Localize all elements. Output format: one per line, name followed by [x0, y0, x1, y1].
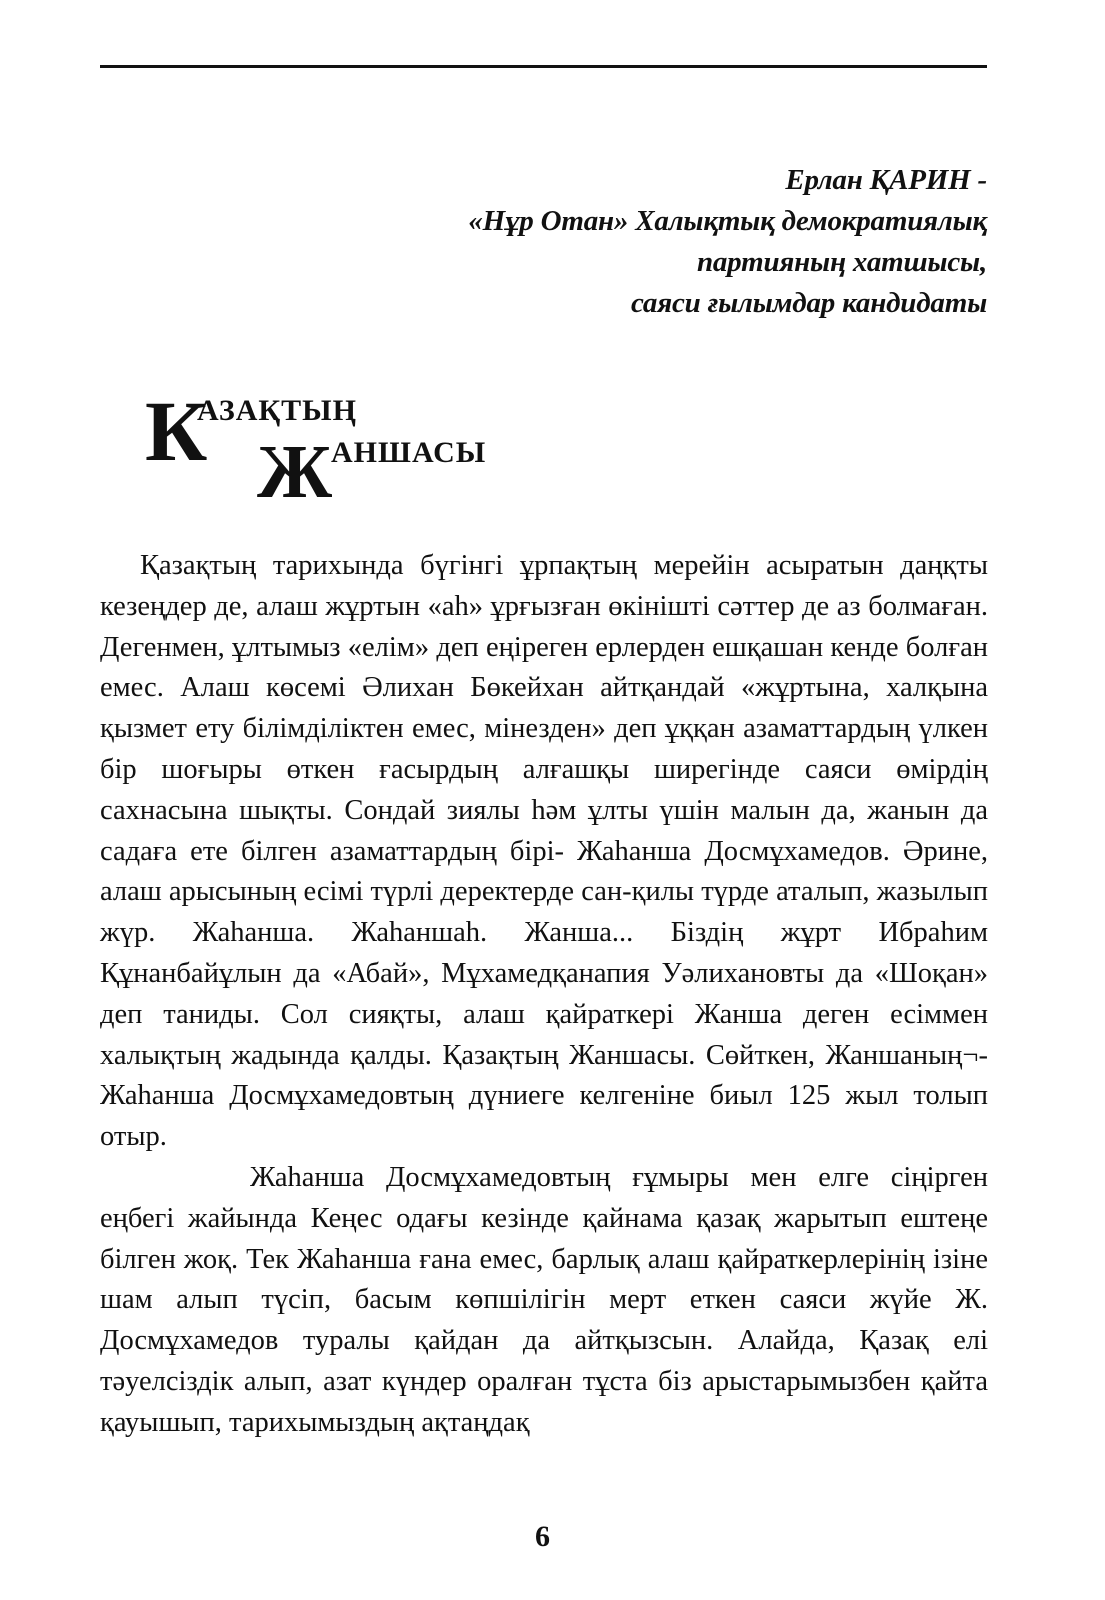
author-role-line-1: «Нұр Отан» Халықтық демократиялық [468, 205, 987, 237]
page-number: 6 [535, 1520, 550, 1553]
paragraph-1: Қазақтың тарихында бүгінгі ұрпақтың мерейін асыратын даңқты кезеңдер де, алаш жұртын «аһ» ұрғызған өкінішті сәттер де аз болмаған. Дегенмен, ұлтымыз «елім» деп еңіреген ерлерден ешқашан кенде болған емес. Алаш көсемі Әлихан Бөкейхан айтқандай «жұртына, халқына қызмет ету білімділіктен емес, мінезден» деп ұққан азаматтардың үлкен бір шоғыры өткен ғасырдың алғашқы ширегінде саяси өмірдің сахнасына шықты. Сондай зиялы һәм ұлты үшін малын да, жанын да садаға ете білген азаматтардың бірі- Жаһанша Досмұхамедов. Әрине, алаш арысының есімі түрлі деректерде сан-қилы түрде аталып, жазылып жүр. Жаһанша. Жаһаншаһ. Жанша... Біздің жұрт Ибраһим Құнанбайұлын да «Абай», Мұхамедқанапия Уәлихановты да «Шоқан» деп таниды. Сол сияқты, алаш қайраткері Жанша деген есіммен халықтың жадында қалды. Қазақтың Жаншасы. Сөйткен, Жаншаның¬- Жаһанша Досмұхамедовтың дүниеге келгеніне биыл 125 жыл толып отыр. [100, 550, 988, 1153]
paragraph-2: Жаһанша Досмұхамедовтың ғұмыры мен елге сіңірген еңбегі жайында Кеңес одағы кезінде қайнама қазақ жарытып ештеңе білген жоқ. Тек Жаһанша ғана емес, барлық алаш қайраткерлерінің ізіне шам алып түсіп, басым көпшілігін мерт еткен саяси жүйе Ж. Досмұхамедов туралы қайдан да айтқызсын. Алайда, Қазақ елі тәуелсіздік алып, азат күндер оралған тұста біз арыстарымызбен қайта қауышып, тарихымыздың ақтаңдақ [100, 1161, 988, 1438]
author-role-line-3: саяси ғылымдар кандидаты [630, 287, 987, 319]
title-initial-1: К [145, 383, 208, 479]
title-word-1-rest: АЗАҚТЫҢ [197, 394, 357, 427]
author-block [287, 160, 987, 324]
title-initial-2: Ж [257, 430, 333, 514]
top-rule [100, 65, 987, 68]
title-word-2-rest: АНШАСЫ [331, 436, 487, 469]
article-body [100, 546, 988, 1444]
article-title [145, 383, 645, 514]
author-role-line-2: партияның хатшысы, [696, 246, 987, 278]
author-name: Ерлан ҚАРИН - [785, 164, 987, 196]
